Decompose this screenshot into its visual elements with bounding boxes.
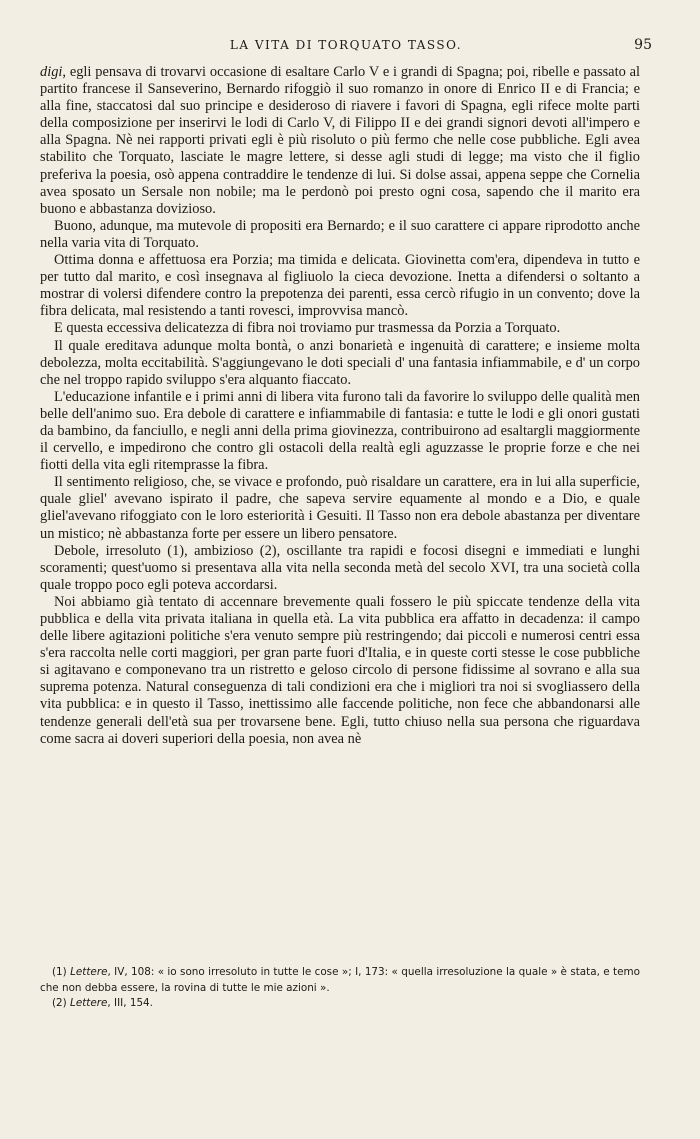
paragraph xyxy=(40,474,640,542)
text-run: Lettere xyxy=(70,966,108,978)
text-run: , IV, 108: « io sono irresoluto in tutte le cose »; I, 173: « quella irresoluzione la quale » è stata, e temo che non debba essere, la rovina di tutte le mie azioni ». xyxy=(40,966,640,994)
footnote xyxy=(40,996,640,1012)
text-run: Il quale ereditava adunque molta bontà, o anzi bonarietà e ingenuità di carattere; e insieme molta debolezza, molta eccitabilità. S'aggiungevano le doti speciali d' una fantasia infiammabile, e d' un corpo che nel troppo rapido sviluppo s'era alquanto fiaccato. xyxy=(40,337,640,388)
paragraph xyxy=(40,252,640,320)
paragraph xyxy=(40,320,640,337)
text-run: Buono, adunque, ma mutevole di propositi era Bernardo; e il suo carattere ci appare riprodotto anche nella varia vita di Torquato. xyxy=(40,217,640,251)
footnote xyxy=(40,965,640,996)
text-run: Debole, irresoluto (1), ambizioso (2), oscillante tra rapidi e focosi disegni e immediati e lunghi scoramenti; quest'uomo si presentava alla vita nella seconda metà del secolo XVI, tra una società colla quale troppo poco egli poteva accordarsi. xyxy=(40,542,640,593)
paragraph xyxy=(40,543,640,594)
paragraph xyxy=(40,218,640,252)
text-run: Il sentimento religioso, che, se vivace e profondo, può risaldare un carattere, era in lui alla superficie, quale gliel' avevano ispirato il padre, che sapeva servire equamente al mondo e a Dio, e quale gliel'avevano rifoggiato con le loro esteriorità i Gesuiti. Il Tasso non era debole abastanza per diventare un mistico; nè abbastanza forte per essere un libero pensatore. xyxy=(40,474,640,542)
paragraph xyxy=(40,338,640,389)
page-header xyxy=(40,38,652,56)
paragraph xyxy=(40,64,640,218)
page-number: 95 xyxy=(634,37,652,53)
text-run: L'educazione infantile e i primi anni di libera vita furono tali da favorire lo sviluppo delle qualità men belle dell'animo suo. Era debole di carattere e infiammabile di fantasia: e tutte le lodi e gli onori gustati da bambino, da fanciullo, e negli anni della prima giovinezza, contribuirono ad esaltargli maggiormente il cervello, e impedirono che contro gli ostacoli della realtà egli aguzzasse le proprie forze e che nei fiotti della vita egli ritemprasse la fibra. xyxy=(40,388,640,474)
body-text xyxy=(40,64,640,748)
text-run: Ottima donna e affettuosa era Porzia; ma timida e delicata. Giovinetta com'era, dipendeva in tutto e per tutto dal marito, e così insegnava al figliuolo la cieca devozione. Inetta a difendersi o soltanto a mostrar di volersi difendere contro la prepotenza dei parenti, essa cercò rifugio in un convento; dove la fibra delicata, mal resistendo a tanti rovesci, improvvisa mancò. xyxy=(40,252,640,320)
text-run: , III, 154. xyxy=(107,997,153,1009)
text-run: Lettere xyxy=(70,997,108,1009)
running-title: LA VITA DI TORQUATO TASSO. xyxy=(229,38,463,52)
text-run: E questa eccessiva delicatezza di fibra noi troviamo pur trasmessa da Porzia a Torquato. xyxy=(54,320,561,337)
text-run: (1) xyxy=(52,966,71,978)
paragraph xyxy=(40,594,640,748)
text-run: digi xyxy=(40,64,63,80)
text-run: Noi abbiamo già tentato di accennare brevemente quali fossero le più spiccate tendenze della vita pubblica e della vita privata italiana in quella età. La vita pubblica era affatto in decadenza: il campo delle libere agitazioni politiche s'era venuto sempre più restringendo; dai piccoli e numerosi centri essa s'era raccolta nelle corti maggiori, per gran parte fuori d'Italia, e in queste corti stesse le cose pubbliche si agitavano e componevano tra un ristretto e geloso circolo di persone fidissime al sovrano e alla sua suprema potenza. Natural conseguenza di tali condizioni era che i migliori tra noi si svogliassero della vita pubblica: e in questo il Tasso, inettissimo alle faccende politiche, non fece che abbandonarsi alle tendenze generali dell'età sua per trovarsene bene. Egli, tutto chiuso nella sua persona che riguardava come sacra ai doveri superiori della poesia, non avea nè xyxy=(40,593,640,747)
text-run: (2) xyxy=(52,997,71,1009)
text-run: , egli pensava di trovarvi occasione di esaltare Carlo V e i grandi di Spagna; poi, ribelle e passato al partito francese il Sanseverino, Bernardo rifoggiò il suo romanzo in onore di Enrico II e di Francia; e alla fine, staccatosi dal suo principe e desideroso di riavere i favori di Spagna, egli rifece molte parti della composizione per inserirvi le lodi di Carlo V, di Filippo II e dei grandi signori devoti all'impero e alla Spagna. Nè nei rapporti privati egli è più risoluto o più fermo che nelle cose pubbliche. Egli avea stabilito che Torquato, lasciate le magre lettere, si desse agli studi di legge; ma visto che il figlio preferiva la poesia, osò appena contraddire le tendenze di lui. Si dolse assai, appena seppe che Cornelia avea sposato un Sersale non nobile; ma le perdonò poi presto ogni cosa, sapendo che il marito era buono e abbastanza dovizioso. xyxy=(40,64,640,217)
paragraph xyxy=(40,389,640,474)
footnotes xyxy=(40,965,640,1012)
